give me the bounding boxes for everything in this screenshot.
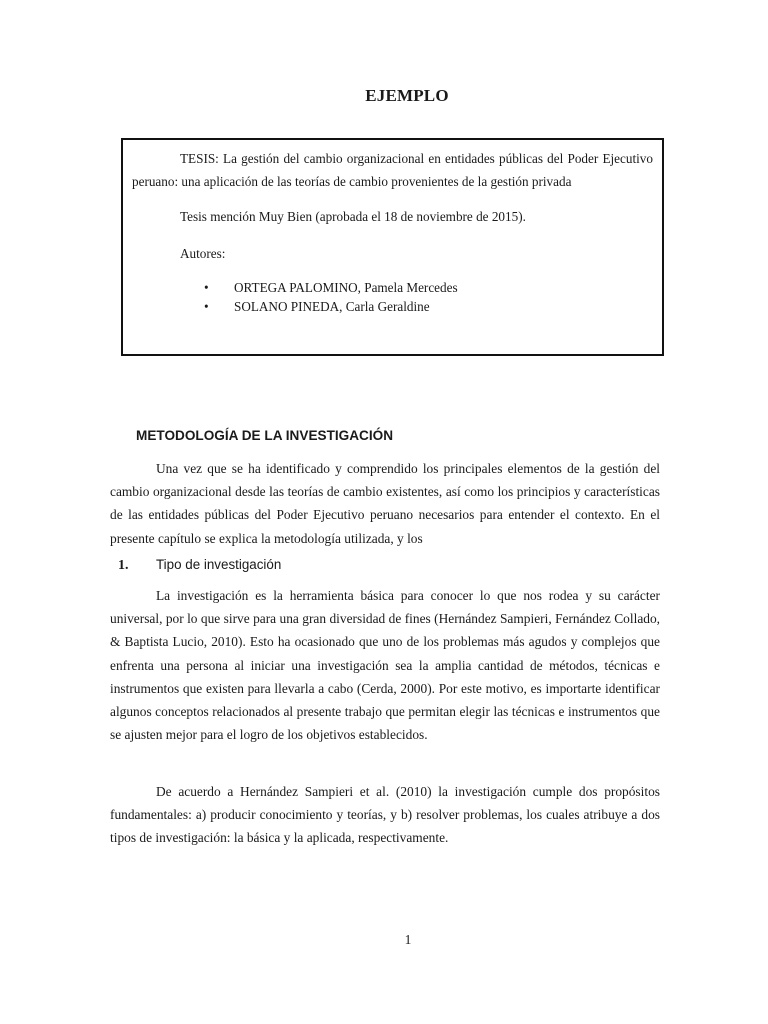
thesis-mention: Tesis mención Muy Bien (aprobada el 18 de noviembre de 2015). [180,209,526,224]
thesis-title: TESIS: La gestión del cambio organizacional en entidades públicas del Poder Ejecutivo peruano: una aplicación de las teorías de cambio provenientes de la gestión privada [132,151,653,189]
intro-paragraph: Una vez que se ha identificado y comprendido los principales elementos de la gestión del cambio organizacional desde las teorías de cambio existentes, así como los principios y características de las entidades públicas del Poder Ejecutivo peruano necesarios para entender el contexto. En el presente capítulo se explica la metodología utilizada, y los [110,461,660,546]
author-name: SOLANO PINEDA, Carla Geraldine [234,299,430,314]
thesis-info-box [121,138,664,356]
bullet-icon: • [204,280,209,295]
authors-label: Autores: [180,246,226,261]
subsection-number: 1. [118,558,129,573]
author-item [204,297,653,316]
subsection-heading [118,557,281,574]
body-paragraph: La investigación es la herramienta básica para conocer lo que nos rodea y su carácter universal, por lo que sirve para una gran diversidad de fines (Hernández Sampieri, Fernández Collado, & Baptista Lucio, 2010). Esto ha ocasionado que uno de los problemas más agudos y complejos que enfrenta una persona al iniciar una investigación sea la amplia cantidad de métodos, técnicas e instrumentos que existen para llevarla a cabo (Cerda, 2000). Por este motivo, es importarte identificar algunos conceptos relacionados al presente trabajo que permitan elegir las técnicas e instrumentos que se ajusten mejor para el logro de los objetivos establecidos. [110,588,660,743]
page-number: 1 [404,932,412,947]
bullet-icon: • [204,299,209,314]
document-title: EJEMPLO [365,86,449,105]
subsection-title: Tipo de investigación [156,557,282,572]
author-name: ORTEGA PALOMINO, Pamela Mercedes [234,280,458,295]
section-heading: METODOLOGÍA DE LA INVESTIGACIÓN [136,428,394,443]
body-paragraph: De acuerdo a Hernández Sampieri et al. (2010) la investigación cumple dos propósitos fundamentales: a) producir conocimiento y teorías, y b) resolver problemas, los cuales atribuye a dos tipos de investigación: la básica y la aplicada, respectivamente. [110,784,660,846]
authors-list [132,278,653,316]
author-item [204,278,653,297]
